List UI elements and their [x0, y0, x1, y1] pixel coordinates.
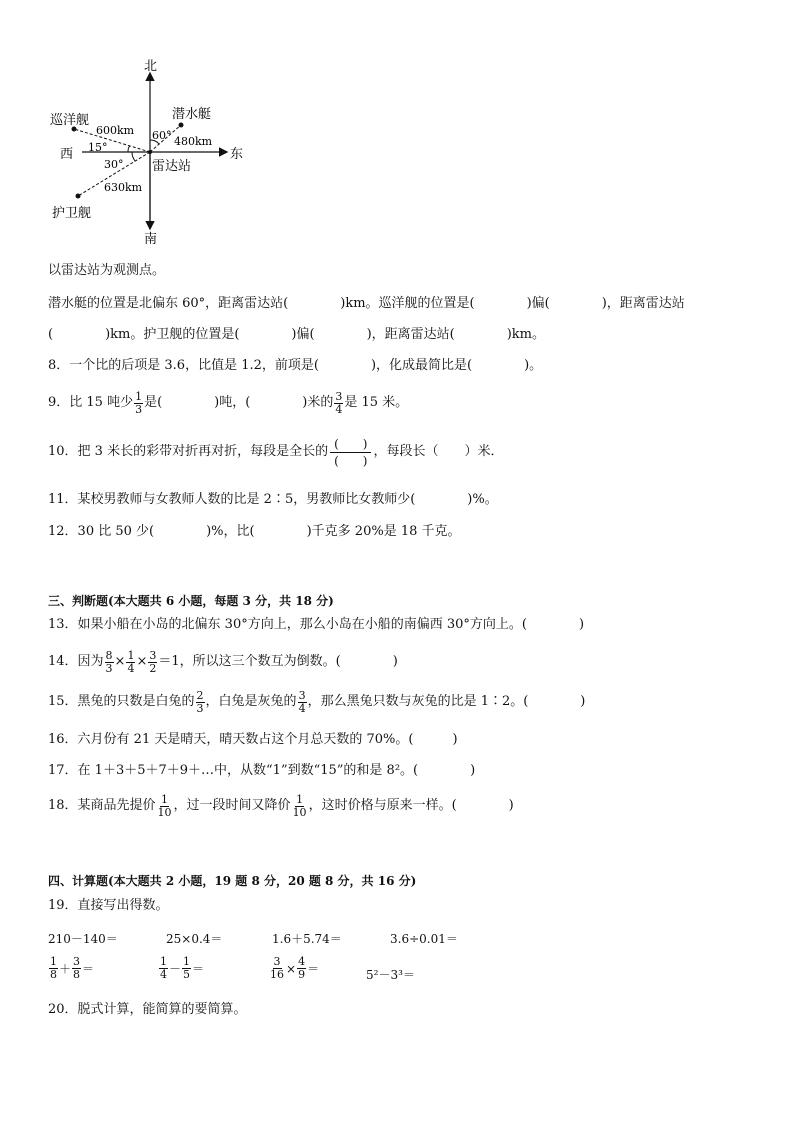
section-4-heading: 四、计算题(本大题共 2 小题，19 题 8 分，20 题 8 分，共 16 分): [48, 874, 417, 888]
frigate-point: [76, 194, 81, 199]
q14-text-a: 14．因为: [48, 654, 104, 669]
submarine-label: 潜水艇: [172, 107, 212, 122]
section-3-heading: 三、判断题(本大题共 6 小题，每题 3 分，共 18 分): [48, 594, 334, 608]
q10-text-b: ，每段长（ ）米．: [373, 444, 504, 459]
q20: 20．脱式计算，能简算的要简算。: [48, 1002, 247, 1017]
q7-line2: ( )km。护卫舰的位置是( )偏( )，距离雷达站( )km。: [48, 327, 545, 342]
fraction: $\frac{1}{10}$: [157, 792, 172, 819]
calc-item-2: 25×0.4＝: [166, 932, 223, 946]
submarine-point: [179, 123, 184, 128]
cruiser-label: 巡洋舰: [50, 113, 90, 128]
frigate-label: 护卫舰: [52, 206, 92, 221]
north-label: 北: [144, 59, 158, 74]
fraction: $\frac{2}{3}$: [196, 688, 204, 715]
fraction: $\frac{1}{8}$: [50, 955, 57, 981]
q14: 14．因为 $\frac{8}{3}$ × $\frac{1}{4}$ × $\frac{3}{2}$ ＝1，所以这三个数互为倒数。( ): [48, 648, 398, 675]
q18: [48, 790, 514, 822]
direction-diagram: [40, 52, 260, 247]
angle-cruiser-label: 15°: [88, 141, 108, 154]
dist-frigate-label: 630km: [104, 181, 143, 194]
q18-text-b: ，过一段时间又降价: [173, 798, 291, 813]
q17: 17．在 1＋3＋5＋7＋9＋…中，从数“1”到数“15”的和是 8²。( ): [48, 763, 476, 778]
calc-item-4: 3.6÷0.01＝: [390, 932, 458, 946]
q10: [48, 434, 503, 470]
calc-item-7: $\frac{3}{16}$ × $\frac{4}{9}$ ＝: [270, 955, 320, 981]
q9-text-b: 是( )吨，( )米的: [144, 395, 334, 410]
fraction: $\frac{4}{9}$: [298, 955, 306, 981]
q9-text-a: 9．比 15 吨少: [48, 395, 134, 410]
calc-item-1: 210－140＝: [48, 932, 118, 946]
q9-text-c: 是 15 米。: [344, 395, 409, 410]
q15-text-c: ，那么黑兔只数与灰兔的比是 1∶2。( ): [307, 694, 586, 709]
q10-text-a: 10．把 3 米长的彩带对折再对折，每段是全长的: [48, 444, 329, 459]
fraction: $\frac{3}{2}$: [149, 648, 157, 675]
fraction: $\frac{1}{4}$: [127, 648, 135, 675]
fraction: $\frac{3}{16}$: [270, 955, 284, 981]
q18-text-a: 18．某商品先提价: [48, 798, 156, 813]
dist-cruiser-label: 600km: [96, 124, 135, 137]
blank-fraction: $\frac{( )}{( )}$: [330, 436, 371, 469]
fraction: $\frac{3}{4}$: [298, 688, 306, 715]
q16: 16．六月份有 21 天是晴天，晴天数占这个月总天数的 70%。( ): [48, 732, 458, 747]
west-label: 西: [60, 147, 74, 162]
radar-label: 雷达站: [152, 159, 192, 174]
calc-item-8: 5²－3³＝: [366, 968, 415, 982]
angle-submarine-label: 60°: [152, 129, 172, 142]
fraction: $\frac{3}{8}$: [73, 955, 81, 981]
fraction: $\frac{1}{4}$: [160, 955, 167, 981]
q9: [48, 388, 408, 418]
calc-item-6: $\frac{1}{4}$ － $\frac{1}{5}$ ＝: [160, 955, 205, 981]
fraction: $\frac{3}{4}$: [335, 389, 343, 416]
q15: [48, 686, 585, 718]
q18-text-c: ，这时价格与原来一样。( ): [308, 798, 514, 813]
q7-intro: 以雷达站为观测点。: [48, 263, 166, 278]
q11: 11．某校男教师与女教师人数的比是 2∶5，男教师比女教师少( )%。: [48, 492, 498, 507]
q15-text-b: ，白兔是灰兔的: [205, 694, 297, 709]
q19: 19．直接写出得数。: [48, 898, 169, 913]
q13: 13．如果小船在小岛的北偏东 30°方向上，那么小岛在小船的南偏西 30°方向上。( ): [48, 617, 585, 632]
fraction: $\frac{1}{10}$: [292, 792, 307, 819]
q15-text-a: 15．黑兔的只数是白兔的: [48, 694, 195, 709]
fraction: $\frac{1}{5}$: [183, 955, 191, 981]
south-label: 南: [144, 232, 158, 247]
radar-point: [148, 150, 152, 154]
fraction: $\frac{1}{3}$: [135, 389, 143, 416]
q8: 8．一个比的后项是 3.6，比值是 1.2，前项是( )，化成最简比是( )。: [48, 358, 543, 373]
q7-line1: 潜水艇的位置是北偏东 60°，距离雷达站( )km。巡洋舰的位置是( )偏( )，距离雷达站: [48, 296, 685, 311]
calc-item-5: $\frac{1}{8}$ ＋ $\frac{3}{8}$ ＝: [50, 955, 95, 981]
angle-arc-cruiser: [128, 146, 130, 152]
angle-arc-frigate: [132, 152, 135, 161]
calc-item-3: 1.6＋5.74＝: [272, 932, 342, 946]
angle-frigate-label: 30°: [104, 158, 124, 171]
dist-submarine-label: 480km: [174, 135, 213, 148]
fraction: $\frac{8}{3}$: [105, 648, 113, 675]
q12: 12．30 比 50 少( )%，比( )千克多 20%是 18 千克。: [48, 524, 461, 539]
q14-text-b: ＝1，所以这三个数互为倒数。( ): [158, 654, 398, 669]
east-label: 东: [230, 147, 244, 162]
